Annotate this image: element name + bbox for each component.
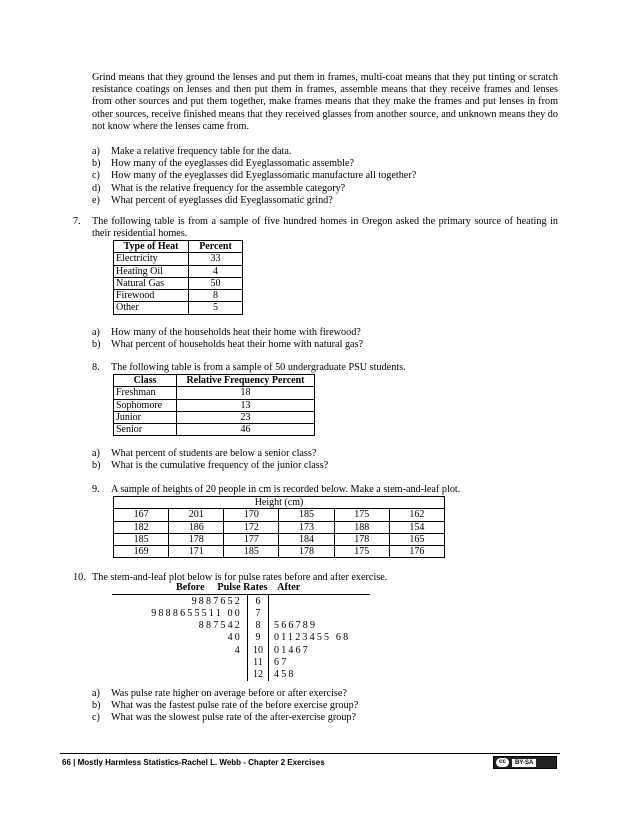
height-cell: 186 (169, 521, 224, 533)
table-row (114, 509, 445, 521)
question-part (92, 700, 358, 712)
table-cell: 23 (177, 411, 315, 423)
q7-text: The following table is from a sample of five hundred homes in Oregon asked the primary source of heating in their residential homes. (92, 216, 558, 240)
stem-header (176, 582, 300, 594)
height-cell: 177 (224, 533, 279, 545)
height-cell: 178 (169, 533, 224, 545)
height-cell: 170 (224, 509, 279, 521)
license-label: BY-SA (512, 759, 536, 767)
footer-text: 66 | Mostly Harmless Statistics-Rachel L. Webb - Chapter 2 Exercises (62, 758, 325, 767)
part-letter: a) (92, 327, 100, 338)
part-letter: b) (92, 460, 101, 472)
q9-number: 9. (92, 484, 100, 495)
stem: 10 (248, 644, 269, 656)
stem-row (112, 644, 374, 656)
table-cell: Heating Oil (114, 265, 189, 277)
height-cell: 154 (389, 521, 444, 533)
part-text: What percent of households heat their home with natural gas? (111, 339, 364, 351)
question-part (92, 712, 358, 724)
question-part (92, 195, 416, 207)
stem-row (112, 607, 374, 619)
stem: 9 (248, 632, 269, 644)
table-cell: Junior (114, 411, 177, 423)
stem-leaf-plot (112, 595, 374, 681)
stem: 7 (248, 607, 269, 619)
before-leaves (112, 669, 248, 681)
table-cell: 13 (177, 399, 315, 411)
question-part (92, 688, 358, 700)
question-part (92, 460, 328, 472)
stem-row (112, 632, 374, 644)
class-table (113, 374, 315, 436)
height-cell: 178 (279, 546, 334, 558)
column-header: Type of Heat (114, 241, 189, 253)
table-row (114, 265, 243, 277)
q10-parts (92, 688, 358, 725)
height-cell: 185 (279, 509, 334, 521)
table-row (114, 546, 445, 558)
before-header: Before (176, 582, 205, 593)
height-cell: 178 (334, 533, 389, 545)
height-cell: 175 (334, 546, 389, 558)
table-row (114, 424, 315, 436)
after-header: After (277, 582, 301, 593)
before-leaves (112, 656, 248, 668)
height-cell: 167 (114, 509, 169, 521)
q10-number: 10. (73, 572, 86, 583)
column-header: Relative Frequency Percent (177, 375, 315, 387)
footer-rule (60, 753, 560, 754)
after-leaves (269, 595, 375, 607)
height-table (113, 496, 445, 558)
before-leaves: 9887652 (191, 595, 242, 607)
table-cell: 33 (189, 253, 243, 265)
table-row (114, 399, 315, 411)
part-text: Make a relative frequency table for the data. (111, 146, 292, 157)
table-row (114, 387, 315, 399)
table-cell: Firewood (114, 290, 189, 302)
part-letter: a) (92, 688, 100, 699)
part-text: How many of the households heat their home with firewood? (111, 327, 361, 338)
part-letter: b) (92, 158, 101, 170)
part-letter: d) (92, 182, 101, 194)
part-text: What percent of eyeglasses did Eyeglassomatic grind? (111, 194, 333, 206)
height-cell: 176 (389, 546, 444, 558)
table-cell: Electricity (114, 253, 189, 265)
part-text: What was the fastest pulse rate of the before exercise group? (111, 700, 359, 712)
stem: 11 (248, 656, 269, 668)
column-header: Class (114, 375, 177, 387)
column-header: Percent (189, 241, 243, 253)
after-leaves (269, 607, 375, 619)
q8-parts (92, 448, 328, 472)
part-letter: e) (92, 194, 100, 206)
table-row (114, 302, 243, 314)
part-text: How many of the eyeglasses did Eyeglassomatic assemble? (111, 158, 355, 170)
height-cell: 173 (279, 521, 334, 533)
stem-row (112, 620, 374, 632)
height-cell: 182 (114, 521, 169, 533)
before-leaves: 40 (227, 632, 242, 644)
part-text: What is the cumulative frequency of the junior class? (111, 460, 329, 472)
part-text: Was pulse rate higher on average before or after exercise? (111, 688, 347, 699)
q7-parts (92, 327, 363, 351)
stem: 6 (248, 595, 269, 607)
height-cell: 171 (169, 546, 224, 558)
table-cell: 4 (189, 265, 243, 277)
before-leaves: 9888655511 00 (151, 607, 242, 619)
question-part (92, 339, 363, 351)
q10-text: The stem-and-leaf plot below is for pulse rates before and after exercise. (92, 572, 388, 583)
table-cell: 46 (177, 424, 315, 436)
table-cell: 18 (177, 387, 315, 399)
part-letter: c) (92, 712, 100, 724)
after-leaves: 01123455 68 (274, 632, 351, 644)
q9-text: A sample of heights of 20 people in cm is recorded below. Make a stem-and-leaf plot. (111, 484, 461, 495)
heat-table (113, 240, 243, 315)
table-row (114, 290, 243, 302)
height-cell: 162 (389, 509, 444, 521)
height-cell: 175 (334, 509, 389, 521)
question-part (92, 170, 416, 182)
question-part (92, 183, 416, 195)
table-row (114, 521, 445, 533)
height-cell: 188 (334, 521, 389, 533)
intro-paragraph: Grind means that they ground the lenses and put them in frames, multi-coat means that they put tinting or scratch resistance coatings on lenses and then put them in frames, assemble means that they receive frames and lenses from other sources and put them together, make frames means that they make the frames and put lenses in from other sources, receive finished means that they received glasses from another source, and unknown means they do not know where the lenses came from. (92, 72, 558, 132)
part-text: What is the relative frequency for the assemble category? (111, 182, 346, 194)
height-cell: 169 (114, 546, 169, 558)
after-leaves: 458 (274, 669, 296, 681)
part-letter: b) (92, 339, 101, 351)
q8-text: The following table is from a sample of 50 undergraduate PSU students. (111, 362, 406, 373)
question-part (92, 327, 363, 339)
stem-row (112, 656, 374, 668)
height-cell: 201 (169, 509, 224, 521)
question-part (92, 146, 416, 158)
question-part (92, 448, 328, 460)
part-text: How many of the eyeglasses did Eyeglassomatic manufacture all together? (111, 170, 417, 182)
height-cell: 165 (389, 533, 444, 545)
part-letter: b) (92, 700, 101, 712)
before-leaves: 4 (234, 644, 242, 656)
pulse-header: Pulse Rates (217, 582, 268, 593)
height-cell: 185 (224, 546, 279, 558)
after-leaves: 67 (274, 656, 289, 668)
table-row (114, 253, 243, 265)
table-cell: 50 (189, 277, 243, 289)
height-cell: 172 (224, 521, 279, 533)
part-letter: a) (92, 448, 100, 459)
stem-row (112, 669, 374, 681)
table-cell: 5 (189, 302, 243, 314)
table-cell: Freshman (114, 387, 177, 399)
q7-number: 7. (73, 216, 81, 227)
q8-number: 8. (92, 362, 100, 373)
part-letter: c) (92, 170, 100, 182)
cc-license-badge (493, 756, 557, 769)
before-leaves: 887542 (198, 620, 242, 632)
part-text: What was the slowest pulse rate of the after-exercise group? (111, 712, 357, 724)
stem: 12 (248, 669, 269, 681)
table-row (114, 277, 243, 289)
part-text: What percent of students are below a senior class? (111, 448, 317, 459)
question-part (92, 158, 416, 170)
table-row (114, 533, 445, 545)
height-cell: 185 (114, 533, 169, 545)
after-leaves: 01467 (274, 644, 310, 656)
q6-parts (92, 146, 416, 207)
height-header: Height (cm) (114, 497, 445, 509)
table-row (114, 411, 315, 423)
part-letter: a) (92, 146, 100, 157)
after-leaves: 566789 (274, 620, 318, 632)
table-cell: Senior (114, 424, 177, 436)
table-cell: Other (114, 302, 189, 314)
height-cell: 184 (279, 533, 334, 545)
stem: 8 (248, 620, 269, 632)
stem-row (112, 595, 374, 607)
table-cell: 8 (189, 290, 243, 302)
cc-logo-icon: cc (496, 758, 509, 767)
table-cell: Sophomore (114, 399, 177, 411)
table-cell: Natural Gas (114, 277, 189, 289)
